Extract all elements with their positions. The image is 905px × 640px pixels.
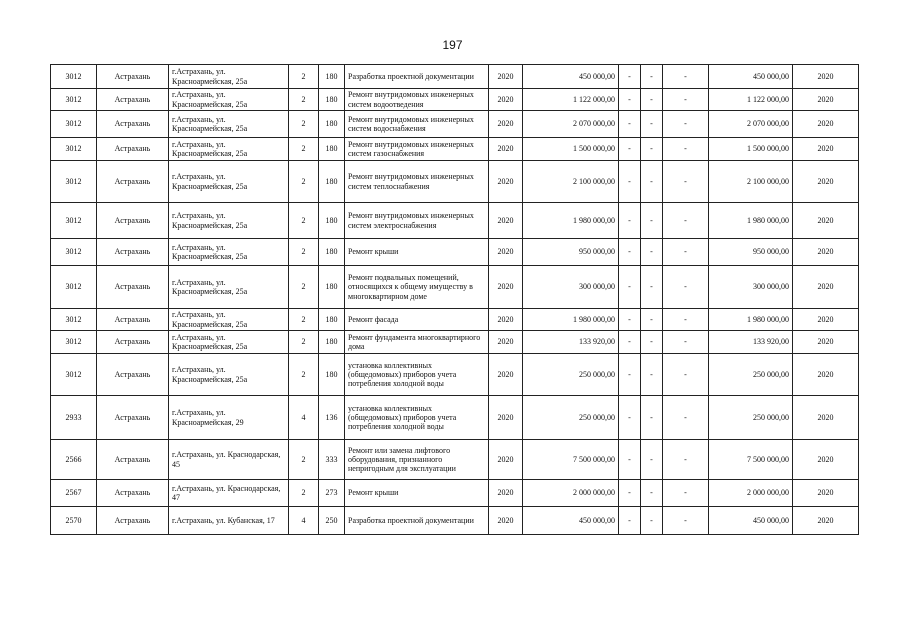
row-deadline: 2020 bbox=[793, 440, 859, 480]
row-address: г.Астрахань, ул. Красноармейская, 25а bbox=[169, 239, 289, 266]
row-apartments: 180 bbox=[319, 309, 345, 331]
row-work-type: Ремонт фасада bbox=[345, 309, 489, 331]
row-year: 2020 bbox=[489, 65, 523, 89]
row-total-cost: 7 500 000,00 bbox=[523, 440, 619, 480]
row-work-type: установка коллективных (общедомовых) приборов учета потребления холодной воды bbox=[345, 396, 489, 440]
row-city: Астрахань bbox=[97, 65, 169, 89]
row-year: 2020 bbox=[489, 396, 523, 440]
row-deadline: 2020 bbox=[793, 203, 859, 239]
row-floors: 2 bbox=[289, 354, 319, 396]
row-floors: 2 bbox=[289, 239, 319, 266]
table-row bbox=[51, 309, 859, 331]
row-fund-1: - bbox=[619, 440, 641, 480]
table-row bbox=[51, 138, 859, 161]
row-id: 3012 bbox=[51, 89, 97, 111]
row-work-type: Разработка проектной документации bbox=[345, 507, 489, 535]
row-floors: 2 bbox=[289, 161, 319, 203]
row-sum: 7 500 000,00 bbox=[709, 440, 793, 480]
row-id: 3012 bbox=[51, 65, 97, 89]
row-sum: 950 000,00 bbox=[709, 239, 793, 266]
row-floors: 2 bbox=[289, 203, 319, 239]
row-year: 2020 bbox=[489, 89, 523, 111]
row-floors: 2 bbox=[289, 111, 319, 138]
row-sum: 2 000 000,00 bbox=[709, 480, 793, 507]
row-sum: 450 000,00 bbox=[709, 507, 793, 535]
capital-repair-table bbox=[50, 64, 859, 535]
row-sum: 250 000,00 bbox=[709, 354, 793, 396]
table-row bbox=[51, 331, 859, 354]
table-row bbox=[51, 396, 859, 440]
row-sum: 1 500 000,00 bbox=[709, 138, 793, 161]
row-deadline: 2020 bbox=[793, 111, 859, 138]
row-fund-1: - bbox=[619, 89, 641, 111]
row-sum: 2 070 000,00 bbox=[709, 111, 793, 138]
row-sum: 300 000,00 bbox=[709, 266, 793, 309]
row-apartments: 250 bbox=[319, 507, 345, 535]
row-fund-3: - bbox=[663, 396, 709, 440]
table-row bbox=[51, 239, 859, 266]
row-sum: 2 100 000,00 bbox=[709, 161, 793, 203]
row-apartments: 180 bbox=[319, 266, 345, 309]
row-floors: 2 bbox=[289, 266, 319, 309]
row-floors: 2 bbox=[289, 331, 319, 354]
row-fund-2: - bbox=[641, 396, 663, 440]
row-address: г.Астрахань, ул. Красноармейская, 25а bbox=[169, 138, 289, 161]
row-fund-3: - bbox=[663, 266, 709, 309]
row-fund-1: - bbox=[619, 65, 641, 89]
row-work-type: Ремонт внутридомовых инженерных систем теплоснабжения bbox=[345, 161, 489, 203]
row-floors: 2 bbox=[289, 440, 319, 480]
row-fund-2: - bbox=[641, 507, 663, 535]
row-year: 2020 bbox=[489, 161, 523, 203]
row-total-cost: 1 980 000,00 bbox=[523, 309, 619, 331]
table-row bbox=[51, 480, 859, 507]
row-apartments: 273 bbox=[319, 480, 345, 507]
row-address: г.Астрахань, ул. Красноармейская, 25а bbox=[169, 111, 289, 138]
row-fund-2: - bbox=[641, 440, 663, 480]
row-fund-3: - bbox=[663, 354, 709, 396]
row-fund-3: - bbox=[663, 89, 709, 111]
row-id: 3012 bbox=[51, 266, 97, 309]
row-address: г.Астрахань, ул. Красноармейская, 25а bbox=[169, 161, 289, 203]
table-row bbox=[51, 440, 859, 480]
row-apartments: 136 bbox=[319, 396, 345, 440]
row-year: 2020 bbox=[489, 507, 523, 535]
row-work-type: Ремонт крыши bbox=[345, 480, 489, 507]
row-apartments: 180 bbox=[319, 161, 345, 203]
row-fund-2: - bbox=[641, 239, 663, 266]
row-fund-2: - bbox=[641, 138, 663, 161]
row-floors: 4 bbox=[289, 396, 319, 440]
row-work-type: Ремонт или замена лифтового оборудования, признанного непригодным для эксплуатации bbox=[345, 440, 489, 480]
row-fund-2: - bbox=[641, 480, 663, 507]
row-deadline: 2020 bbox=[793, 239, 859, 266]
row-fund-1: - bbox=[619, 239, 641, 266]
row-total-cost: 250 000,00 bbox=[523, 396, 619, 440]
row-floors: 2 bbox=[289, 138, 319, 161]
row-apartments: 180 bbox=[319, 89, 345, 111]
row-apartments: 333 bbox=[319, 440, 345, 480]
row-fund-2: - bbox=[641, 203, 663, 239]
row-city: Астрахань bbox=[97, 89, 169, 111]
row-apartments: 180 bbox=[319, 354, 345, 396]
row-floors: 2 bbox=[289, 480, 319, 507]
row-work-type: установка коллективных (общедомовых) приборов учета потребления холодной воды bbox=[345, 354, 489, 396]
row-sum: 250 000,00 bbox=[709, 396, 793, 440]
row-floors: 2 bbox=[289, 89, 319, 111]
row-id: 2566 bbox=[51, 440, 97, 480]
row-fund-3: - bbox=[663, 331, 709, 354]
row-deadline: 2020 bbox=[793, 266, 859, 309]
row-city: Астрахань bbox=[97, 396, 169, 440]
row-fund-1: - bbox=[619, 480, 641, 507]
row-year: 2020 bbox=[489, 138, 523, 161]
row-fund-3: - bbox=[663, 480, 709, 507]
row-city: Астрахань bbox=[97, 331, 169, 354]
row-id: 2567 bbox=[51, 480, 97, 507]
table-row bbox=[51, 161, 859, 203]
table-row bbox=[51, 89, 859, 111]
row-address: г.Астрахань, ул. Кубанская, 17 bbox=[169, 507, 289, 535]
row-fund-3: - bbox=[663, 440, 709, 480]
row-fund-3: - bbox=[663, 161, 709, 203]
row-address: г.Астрахань, ул. Красноармейская, 25а bbox=[169, 65, 289, 89]
row-fund-1: - bbox=[619, 507, 641, 535]
row-city: Астрахань bbox=[97, 266, 169, 309]
row-id: 2933 bbox=[51, 396, 97, 440]
row-fund-2: - bbox=[641, 266, 663, 309]
table-row bbox=[51, 507, 859, 535]
row-deadline: 2020 bbox=[793, 138, 859, 161]
row-apartments: 180 bbox=[319, 138, 345, 161]
row-fund-1: - bbox=[619, 331, 641, 354]
row-total-cost: 450 000,00 bbox=[523, 507, 619, 535]
row-total-cost: 2 000 000,00 bbox=[523, 480, 619, 507]
row-year: 2020 bbox=[489, 309, 523, 331]
row-id: 2570 bbox=[51, 507, 97, 535]
row-total-cost: 1 122 000,00 bbox=[523, 89, 619, 111]
row-sum: 450 000,00 bbox=[709, 65, 793, 89]
row-city: Астрахань bbox=[97, 239, 169, 266]
row-city: Астрахань bbox=[97, 480, 169, 507]
row-fund-1: - bbox=[619, 111, 641, 138]
row-total-cost: 1 980 000,00 bbox=[523, 203, 619, 239]
row-total-cost: 300 000,00 bbox=[523, 266, 619, 309]
row-year: 2020 bbox=[489, 480, 523, 507]
row-apartments: 180 bbox=[319, 203, 345, 239]
table-row bbox=[51, 203, 859, 239]
row-deadline: 2020 bbox=[793, 354, 859, 396]
row-fund-2: - bbox=[641, 331, 663, 354]
row-fund-1: - bbox=[619, 203, 641, 239]
row-address: г.Астрахань, ул. Красноармейская, 25а bbox=[169, 266, 289, 309]
row-sum: 1 122 000,00 bbox=[709, 89, 793, 111]
row-fund-3: - bbox=[663, 111, 709, 138]
row-total-cost: 2 100 000,00 bbox=[523, 161, 619, 203]
table-row bbox=[51, 65, 859, 89]
row-id: 3012 bbox=[51, 203, 97, 239]
row-id: 3012 bbox=[51, 138, 97, 161]
row-fund-1: - bbox=[619, 266, 641, 309]
row-total-cost: 1 500 000,00 bbox=[523, 138, 619, 161]
row-id: 3012 bbox=[51, 331, 97, 354]
row-deadline: 2020 bbox=[793, 396, 859, 440]
row-city: Астрахань bbox=[97, 203, 169, 239]
row-work-type: Ремонт крыши bbox=[345, 239, 489, 266]
row-fund-2: - bbox=[641, 111, 663, 138]
row-address: г.Астрахань, ул. Красноармейская, 29 bbox=[169, 396, 289, 440]
row-deadline: 2020 bbox=[793, 89, 859, 111]
table-body bbox=[51, 65, 859, 535]
row-sum: 1 980 000,00 bbox=[709, 203, 793, 239]
row-year: 2020 bbox=[489, 111, 523, 138]
row-deadline: 2020 bbox=[793, 309, 859, 331]
row-fund-2: - bbox=[641, 89, 663, 111]
row-work-type: Ремонт внутридомовых инженерных систем водоотведения bbox=[345, 89, 489, 111]
row-address: г.Астрахань, ул. Краснодарская, 45 bbox=[169, 440, 289, 480]
row-fund-2: - bbox=[641, 309, 663, 331]
row-sum: 133 920,00 bbox=[709, 331, 793, 354]
row-fund-2: - bbox=[641, 354, 663, 396]
row-address: г.Астрахань, ул. Красноармейская, 25а bbox=[169, 354, 289, 396]
row-sum: 1 980 000,00 bbox=[709, 309, 793, 331]
row-deadline: 2020 bbox=[793, 161, 859, 203]
row-id: 3012 bbox=[51, 161, 97, 203]
row-fund-2: - bbox=[641, 161, 663, 203]
row-fund-1: - bbox=[619, 161, 641, 203]
row-floors: 4 bbox=[289, 507, 319, 535]
row-address: г.Астрахань, ул. Красноармейская, 25а bbox=[169, 89, 289, 111]
row-apartments: 180 bbox=[319, 65, 345, 89]
row-total-cost: 450 000,00 bbox=[523, 65, 619, 89]
page-number: 197 bbox=[442, 38, 463, 52]
row-year: 2020 bbox=[489, 331, 523, 354]
row-deadline: 2020 bbox=[793, 507, 859, 535]
row-fund-2: - bbox=[641, 65, 663, 89]
row-year: 2020 bbox=[489, 354, 523, 396]
row-deadline: 2020 bbox=[793, 65, 859, 89]
row-fund-3: - bbox=[663, 65, 709, 89]
row-fund-3: - bbox=[663, 203, 709, 239]
row-fund-3: - bbox=[663, 239, 709, 266]
row-city: Астрахань bbox=[97, 111, 169, 138]
row-city: Астрахань bbox=[97, 161, 169, 203]
row-year: 2020 bbox=[489, 203, 523, 239]
row-fund-3: - bbox=[663, 309, 709, 331]
row-fund-1: - bbox=[619, 354, 641, 396]
table-row bbox=[51, 111, 859, 138]
row-floors: 2 bbox=[289, 309, 319, 331]
table-row bbox=[51, 354, 859, 396]
row-work-type: Ремонт внутридомовых инженерных систем газоснабжения bbox=[345, 138, 489, 161]
row-city: Астрахань bbox=[97, 507, 169, 535]
row-apartments: 180 bbox=[319, 111, 345, 138]
table-row bbox=[51, 266, 859, 309]
row-work-type: Разработка проектной документации bbox=[345, 65, 489, 89]
row-city: Астрахань bbox=[97, 354, 169, 396]
row-address: г.Астрахань, ул. Красноармейская, 25а bbox=[169, 309, 289, 331]
row-total-cost: 950 000,00 bbox=[523, 239, 619, 266]
row-work-type: Ремонт подвальных помещений, относящихся к общему имуществу в многоквартирном доме bbox=[345, 266, 489, 309]
row-address: г.Астрахань, ул. Краснодарская, 47 bbox=[169, 480, 289, 507]
row-deadline: 2020 bbox=[793, 480, 859, 507]
row-apartments: 180 bbox=[319, 331, 345, 354]
row-work-type: Ремонт фундамента многоквартирного дома bbox=[345, 331, 489, 354]
row-address: г.Астрахань, ул. Красноармейская, 25а bbox=[169, 203, 289, 239]
row-city: Астрахань bbox=[97, 138, 169, 161]
row-fund-1: - bbox=[619, 138, 641, 161]
row-id: 3012 bbox=[51, 354, 97, 396]
row-id: 3012 bbox=[51, 111, 97, 138]
row-total-cost: 250 000,00 bbox=[523, 354, 619, 396]
row-address: г.Астрахань, ул. Красноармейская, 25а bbox=[169, 331, 289, 354]
row-id: 3012 bbox=[51, 239, 97, 266]
row-id: 3012 bbox=[51, 309, 97, 331]
row-work-type: Ремонт внутридомовых инженерных систем водоснабжения bbox=[345, 111, 489, 138]
row-fund-1: - bbox=[619, 309, 641, 331]
row-fund-1: - bbox=[619, 396, 641, 440]
row-floors: 2 bbox=[289, 65, 319, 89]
row-city: Астрахань bbox=[97, 440, 169, 480]
row-fund-3: - bbox=[663, 138, 709, 161]
row-deadline: 2020 bbox=[793, 331, 859, 354]
row-apartments: 180 bbox=[319, 239, 345, 266]
row-work-type: Ремонт внутридомовых инженерных систем электроснабжения bbox=[345, 203, 489, 239]
row-total-cost: 133 920,00 bbox=[523, 331, 619, 354]
row-fund-3: - bbox=[663, 507, 709, 535]
row-year: 2020 bbox=[489, 440, 523, 480]
row-year: 2020 bbox=[489, 239, 523, 266]
row-total-cost: 2 070 000,00 bbox=[523, 111, 619, 138]
row-city: Астрахань bbox=[97, 309, 169, 331]
row-year: 2020 bbox=[489, 266, 523, 309]
